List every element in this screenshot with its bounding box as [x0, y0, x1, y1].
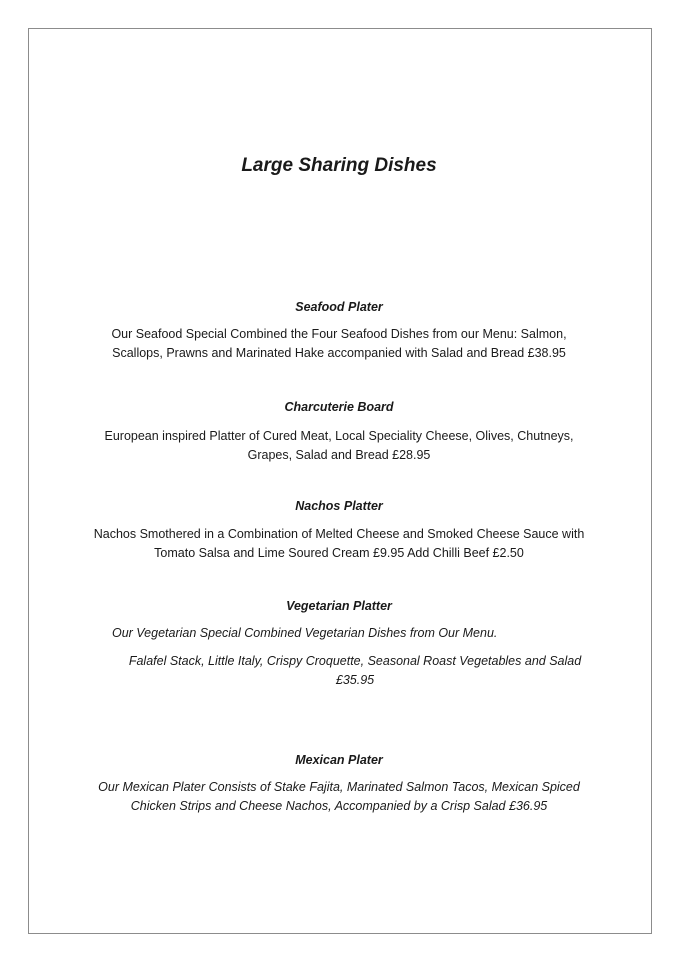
- description-line: Falafel Stack, Little Italy, Crispy Croquette, Seasonal Roast Vegetables and Salad: [128, 654, 582, 668]
- description-line: Nachos Smothered in a Combination of Melted Cheese and Smoked Cheese Sauce with: [93, 527, 585, 541]
- dish-description-vegetarian-platter: [118, 652, 592, 690]
- description-line: Our Mexican Plater Consists of Stake Fajita, Marinated Salmon Tacos, Mexican Spiced: [98, 780, 580, 794]
- description-line: Tomato Salsa and Lime Soured Cream £9.95 Add Chilli Beef £2.50: [154, 546, 524, 560]
- description-line: £35.95: [335, 673, 375, 687]
- dish-name-nachos-platter: Nachos Platter: [295, 499, 383, 513]
- description-line: Grapes, Salad and Bread £28.95: [247, 448, 431, 462]
- dish-description-seafood-plater: [60, 325, 618, 363]
- description-line: Our Seafood Special Combined the Four Seafood Dishes from our Menu: Salmon,: [111, 327, 567, 341]
- description-line: European inspired Platter of Cured Meat, Local Speciality Cheese, Olives, Chutneys,: [104, 429, 574, 443]
- dish-name-vegetarian-platter: Vegetarian Platter: [286, 599, 392, 613]
- dish-name-mexican-plater: Mexican Plater: [295, 753, 383, 767]
- dish-name-seafood-plater: Seafood Plater: [295, 300, 383, 314]
- description-line: Scallops, Prawns and Marinated Hake accompanied with Salad and Bread £38.95: [112, 346, 566, 360]
- dish-name-charcuterie-board: Charcuterie Board: [284, 400, 394, 414]
- dish-description-charcuterie-board: [60, 427, 618, 465]
- dish-description-nachos-platter: [60, 525, 618, 563]
- description-line: Chicken Strips and Cheese Nachos, Accompanied by a Crisp Salad £36.95: [130, 799, 548, 813]
- page-title: Large Sharing Dishes: [241, 155, 437, 176]
- dish-intro-vegetarian-platter: Our Vegetarian Special Combined Vegetarian Dishes from Our Menu.: [112, 626, 498, 640]
- dish-description-mexican-plater: [60, 778, 618, 816]
